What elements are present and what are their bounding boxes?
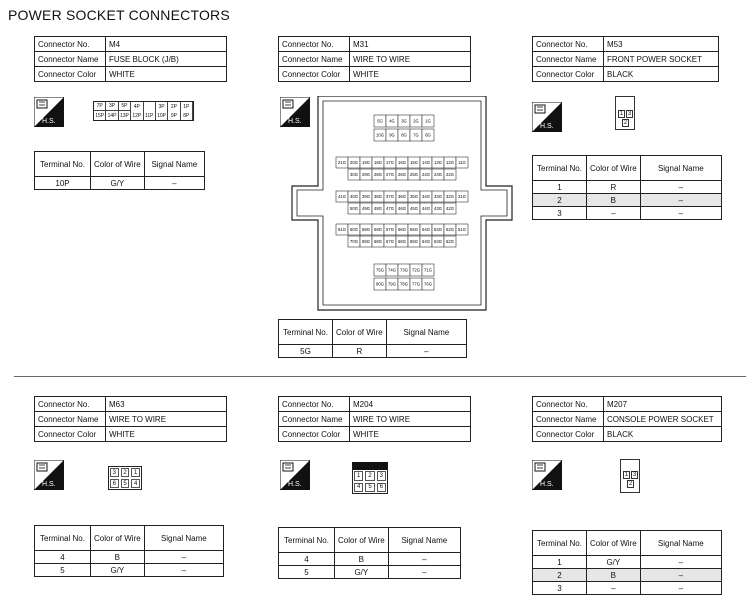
header-signal-name: Signal Name (388, 528, 460, 553)
connector-name-value: FUSE BLOCK (J/B) (106, 52, 227, 67)
wire-color: – (587, 207, 641, 220)
header-terminal-no: Terminal No. (279, 320, 333, 345)
hs-label: H.S. (288, 118, 302, 125)
table-row (35, 177, 205, 190)
label-connector-color: Connector Color (279, 427, 350, 442)
terminal-table (532, 155, 722, 220)
pin-label: 59G (362, 227, 370, 232)
pin: 1 (624, 472, 629, 478)
terminal-no: 4 (279, 553, 335, 566)
pin-label: 6G (425, 132, 431, 138)
pin-label: 23G (434, 172, 442, 177)
connector-color-value: WHITE (350, 427, 471, 442)
pin-label: 11G (458, 160, 466, 165)
pin-label: 71G (424, 267, 432, 273)
pin-label: 49G (362, 206, 370, 211)
pin-label: 2G (413, 118, 419, 124)
signal-name: – (144, 177, 204, 190)
table-row (533, 556, 722, 569)
pin: 13P (119, 111, 131, 120)
hs-label: H.S. (288, 481, 302, 488)
pin-label: 46G (398, 206, 406, 211)
label-connector-no: Connector No. (35, 37, 106, 52)
wire-color: B (587, 194, 641, 207)
terminal-no: 3 (533, 582, 587, 595)
pin-label: 20G (350, 160, 358, 165)
pin-label: 4G (389, 118, 395, 124)
header-terminal-no: Terminal No. (35, 152, 91, 177)
wire-color: R (587, 181, 641, 194)
connector-face-m4 (93, 101, 194, 121)
connector-color-value: WHITE (106, 67, 227, 82)
pin-label: 79G (388, 281, 396, 287)
pin-label: 47G (386, 206, 394, 211)
connector-face-m207 (615, 459, 645, 495)
pin: 3 (632, 472, 637, 478)
pin: 2P (168, 102, 180, 111)
pin: 4P (131, 102, 143, 111)
hs-icon (34, 460, 64, 490)
connector-name-value: WIRE TO WIRE (350, 412, 471, 427)
label-connector-color: Connector Color (35, 67, 106, 82)
pin-label: 41G (338, 194, 346, 199)
table-row (533, 569, 722, 582)
pin-label: 10G (376, 132, 384, 138)
label-connector-no: Connector No. (35, 397, 106, 412)
pin-label: 35G (410, 194, 418, 199)
header-signal-name: Signal Name (144, 152, 204, 177)
pin-label: 21G (338, 160, 346, 165)
wire-color: B (91, 551, 145, 564)
pin-label: 50G (350, 206, 358, 211)
pin-label: 40G (350, 194, 358, 199)
label-connector-color: Connector Color (533, 427, 604, 442)
pin-label: 60G (350, 227, 358, 232)
pin: 1 (131, 468, 140, 477)
signal-name: – (388, 553, 460, 566)
pin-label: 68G (374, 239, 382, 244)
pin-label: 63G (434, 239, 442, 244)
table-row (279, 553, 461, 566)
connector-color-value: WHITE (350, 67, 471, 82)
wire-color: B (587, 569, 641, 582)
header-signal-name: Signal Name (144, 526, 223, 551)
pin-label: 25G (410, 172, 418, 177)
signal-name: – (640, 194, 721, 207)
hs-label: H.S. (540, 481, 554, 488)
pin-label: 64G (422, 239, 430, 244)
pin: 1P (181, 102, 193, 111)
signal-name: – (640, 181, 721, 194)
connector-face-m53 (610, 96, 640, 132)
terminal-no: 1 (533, 181, 587, 194)
pin-label: 76G (424, 281, 432, 287)
terminal-table (34, 525, 224, 577)
label-connector-no: Connector No. (533, 397, 604, 412)
terminal-table (278, 527, 461, 579)
terminal-no: 5G (279, 345, 333, 358)
pin: 2 (628, 481, 633, 487)
label-connector-color: Connector Color (533, 67, 604, 82)
connector-name-value: CONSOLE POWER SOCKET (604, 412, 722, 427)
signal-name: – (640, 207, 721, 220)
wire-color: G/Y (587, 556, 641, 569)
pin: 5P (119, 102, 131, 111)
signal-name: – (386, 345, 466, 358)
pin-label: 43G (434, 206, 442, 211)
pin-label: 75G (376, 267, 384, 273)
hs-label: H.S. (42, 481, 56, 488)
header-signal-name: Signal Name (640, 156, 721, 181)
pin: 6 (110, 479, 119, 488)
pin-label: 61G (338, 227, 346, 232)
label-connector-name: Connector Name (35, 52, 106, 67)
pin: 1 (354, 471, 363, 481)
connector-name-value: FRONT POWER SOCKET (604, 52, 719, 67)
pin-label: 74G (388, 267, 396, 273)
terminal-no: 2 (533, 569, 587, 582)
pin: 10P (156, 111, 168, 120)
pin: 8P (181, 111, 193, 120)
signal-name: – (144, 564, 223, 577)
hs-icon (532, 460, 562, 490)
connector-color-value: BLACK (604, 427, 722, 442)
pin-label: 65G (410, 239, 418, 244)
pin-label: 9G (389, 132, 395, 138)
pin-label: 58G (374, 227, 382, 232)
pin-label: 32G (446, 194, 454, 199)
pin-label: 72G (412, 267, 420, 273)
connector-face-m31 (290, 96, 514, 312)
connector-no-value: M53 (604, 37, 719, 52)
pin-label: 24G (422, 172, 430, 177)
connector-info-table (532, 396, 722, 442)
header-terminal-no: Terminal No. (279, 528, 335, 553)
header-signal-name: Signal Name (386, 320, 466, 345)
pin: 4 (131, 479, 140, 488)
table-row (533, 194, 722, 207)
pin-label: 36G (398, 194, 406, 199)
terminal-table (532, 530, 722, 595)
pin-label: 54G (422, 227, 430, 232)
connector-face-m63 (108, 466, 142, 490)
label-connector-color: Connector Color (35, 427, 106, 442)
wire-color: G/Y (91, 177, 145, 190)
connector-no-value: M63 (106, 397, 227, 412)
header-color-of-wire: Color of Wire (335, 528, 389, 553)
header-terminal-no: Terminal No. (533, 156, 587, 181)
pin-label: 51G (458, 227, 466, 232)
label-connector-name: Connector Name (35, 412, 106, 427)
pin: 3 (110, 468, 119, 477)
header-color-of-wire: Color of Wire (333, 320, 387, 345)
pin: 3 (377, 471, 386, 481)
pin-label: 48G (374, 206, 382, 211)
pin-label: 78G (400, 281, 408, 287)
pin: 5 (365, 483, 374, 493)
pin-label: 3G (401, 118, 407, 124)
table-row (279, 345, 467, 358)
pin-label: 67G (386, 239, 394, 244)
pin-label: 45G (410, 206, 418, 211)
pin-label: 7G (413, 132, 419, 138)
pin: 3P (156, 102, 168, 111)
pin-label: 17G (386, 160, 394, 165)
pin-label: 69G (362, 239, 370, 244)
pin: 2 (121, 468, 130, 477)
connector-info-table (278, 396, 471, 442)
label-connector-no: Connector No. (533, 37, 604, 52)
terminal-no: 3 (533, 207, 587, 220)
table-row (279, 566, 461, 579)
table-row (533, 207, 722, 220)
pin: 7P (94, 102, 106, 111)
wire-color: B (335, 553, 389, 566)
header-color-of-wire: Color of Wire (587, 156, 641, 181)
table-row (533, 181, 722, 194)
pin: 1 (619, 111, 624, 117)
connector-info-table (532, 36, 719, 82)
signal-name: – (144, 551, 223, 564)
connector-no-value: M31 (350, 37, 471, 52)
pin: 4 (354, 483, 363, 493)
pin-label: 44G (422, 206, 430, 211)
hs-label: H.S. (42, 118, 56, 125)
pin-label: 62G (446, 239, 454, 244)
pin: 11P (144, 111, 156, 120)
pin-label: 38G (374, 194, 382, 199)
pin-label: 5G (377, 118, 383, 124)
wire-color: G/Y (335, 566, 389, 579)
pin-label: 53G (434, 227, 442, 232)
pin-label: 27G (386, 172, 394, 177)
pin: 12P (131, 111, 143, 120)
pin: 9P (168, 111, 180, 120)
label-connector-name: Connector Name (533, 412, 604, 427)
pin-label: 15G (410, 160, 418, 165)
terminal-no: 5 (35, 564, 91, 577)
hs-icon (280, 460, 310, 490)
wire-color: G/Y (91, 564, 145, 577)
pin-label: 57G (386, 227, 394, 232)
pin-label: 34G (422, 194, 430, 199)
pin-label: 33G (434, 194, 442, 199)
connector-face-m204 (352, 462, 388, 494)
terminal-table (34, 151, 205, 190)
pin: 5 (121, 479, 130, 488)
pin-label: 30G (350, 172, 358, 177)
pin-label: 73G (400, 267, 408, 273)
pin-label: 77G (412, 281, 420, 287)
pin-label: 80G (376, 281, 384, 287)
pin-label: 12G (446, 160, 454, 165)
pin-label: 42G (446, 206, 454, 211)
signal-name: – (388, 566, 460, 579)
connector-no-value: M204 (350, 397, 471, 412)
pin-label: 39G (362, 194, 370, 199)
pin-label: 13G (434, 160, 442, 165)
label-connector-name: Connector Name (279, 412, 350, 427)
section-divider (14, 376, 746, 377)
hs-icon (532, 102, 562, 132)
pin-label: 52G (446, 227, 454, 232)
pin-label: 28G (374, 172, 382, 177)
connector-info-table (278, 36, 471, 82)
pin-label: 29G (362, 172, 370, 177)
label-connector-no: Connector No. (279, 397, 350, 412)
wire-color: R (333, 345, 387, 358)
terminal-no: 2 (533, 194, 587, 207)
pin-label: 66G (398, 239, 406, 244)
header-signal-name: Signal Name (640, 531, 721, 556)
header-color-of-wire: Color of Wire (587, 531, 641, 556)
pin-label: 56G (398, 227, 406, 232)
pin-label: 18G (374, 160, 382, 165)
pin-label: 26G (398, 172, 406, 177)
label-connector-no: Connector No. (279, 37, 350, 52)
label-connector-name: Connector Name (279, 52, 350, 67)
table-row (35, 551, 224, 564)
table-row (533, 582, 722, 595)
pin: 14P (106, 111, 118, 120)
hs-icon (34, 97, 64, 127)
header-color-of-wire: Color of Wire (91, 526, 145, 551)
connector-info-table (34, 396, 227, 442)
connector-no-value: M207 (604, 397, 722, 412)
label-connector-color: Connector Color (279, 67, 350, 82)
pin-label: 19G (362, 160, 370, 165)
terminal-no: 5 (279, 566, 335, 579)
pin: 15P (94, 111, 106, 120)
wire-color: – (587, 582, 641, 595)
pin: 3 (627, 111, 632, 117)
connector-color-value: BLACK (604, 67, 719, 82)
terminal-table (278, 319, 467, 358)
pin-label: 14G (422, 160, 430, 165)
pin-label: 16G (398, 160, 406, 165)
connector-name-value: WIRE TO WIRE (350, 52, 471, 67)
pin-label: 1G (425, 118, 431, 124)
table-row (35, 564, 224, 577)
signal-name: – (640, 582, 721, 595)
pin-label: 37G (386, 194, 394, 199)
connector-name-value: WIRE TO WIRE (106, 412, 227, 427)
pin-gap (144, 102, 156, 111)
page-title: POWER SOCKET CONNECTORS (8, 7, 230, 23)
terminal-no: 10P (35, 177, 91, 190)
pin-label: 31G (458, 194, 466, 199)
connector-no-value: M4 (106, 37, 227, 52)
pin: 3P (106, 102, 118, 111)
label-connector-name: Connector Name (533, 52, 604, 67)
pin-label: 8G (401, 132, 407, 138)
pin: 2 (365, 471, 374, 481)
signal-name: – (640, 569, 721, 582)
connector-color-value: WHITE (106, 427, 227, 442)
signal-name: – (640, 556, 721, 569)
pin: 2 (623, 120, 628, 126)
pin-label: 70G (350, 239, 358, 244)
hs-label: H.S. (540, 123, 554, 130)
header-color-of-wire: Color of Wire (91, 152, 145, 177)
pin-label: 55G (410, 227, 418, 232)
pin: 6 (377, 483, 386, 493)
terminal-no: 1 (533, 556, 587, 569)
terminal-no: 4 (35, 551, 91, 564)
header-terminal-no: Terminal No. (533, 531, 587, 556)
header-terminal-no: Terminal No. (35, 526, 91, 551)
pin-label: 22G (446, 172, 454, 177)
connector-info-table (34, 36, 227, 82)
